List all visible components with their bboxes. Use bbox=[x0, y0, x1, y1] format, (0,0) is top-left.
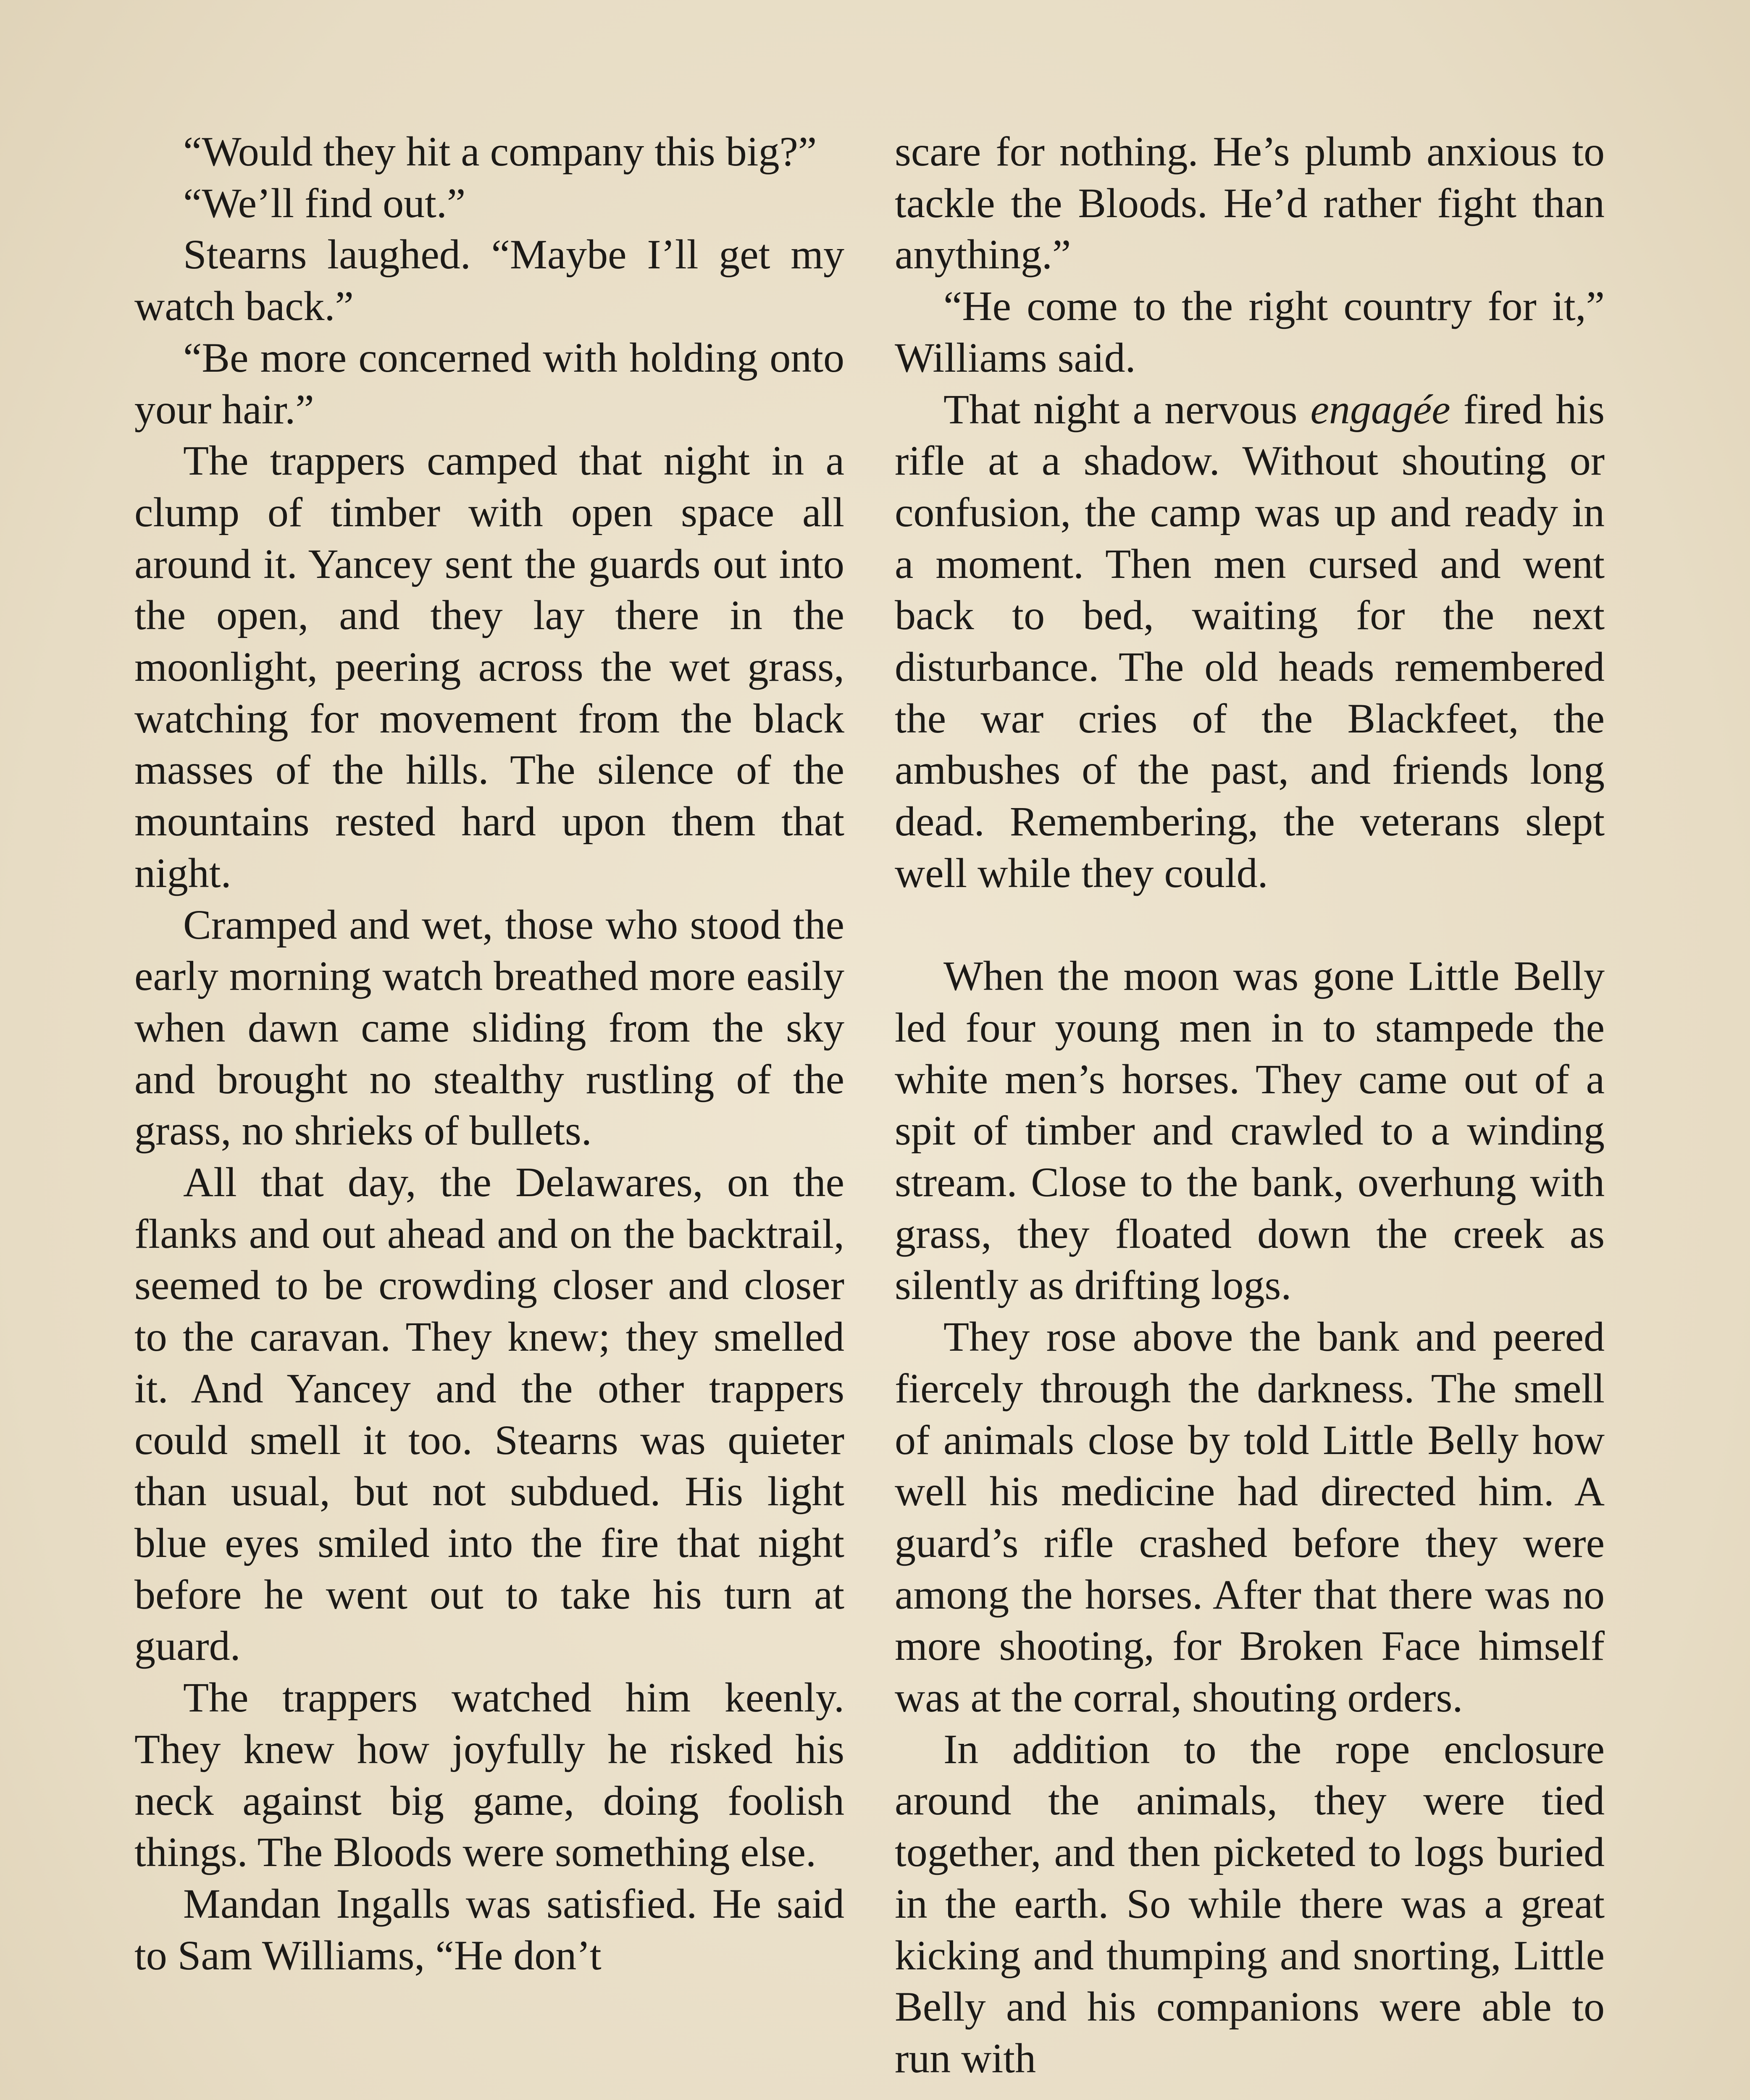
paragraph: Cramped and wet, those who stood the early morning watch breathed more easily when dawn came sliding from the sky and brought no stealthy rustling of the grass, no shrieks of bullets. bbox=[134, 901, 844, 1154]
paragraph-continued: scare for nothing. He’s plumb anxious to tackle the Bloods. He’d rather fight than anything.” bbox=[895, 128, 1605, 278]
paragraph: They rose above the bank and peered fiercely through the darkness. The smell of animals close by told Little Belly how well his medicine had directed him. A guard’s rifle crashed before they were among the horses. After that there was no more shooting, for Broken Face himself was at the corral, shouting orders. bbox=[895, 1313, 1605, 1721]
paragraph: Mandan Ingalls was satisfied. He said to Sam Williams, “He don’t bbox=[134, 1880, 844, 1979]
paragraph: Stearns laughed. “Maybe I’ll get my watch back.” bbox=[134, 231, 844, 330]
right-column bbox=[895, 126, 1605, 2100]
paragraph: When the moon was gone Little Belly led four young men in to stampede the white men’s horses. They came out of a spit of timber and crawled to a winding stream. Close to the bank, overhung with grass, they floated down the creek as silently as drifting logs. bbox=[895, 953, 1605, 1309]
paragraph-text: That night a nervous bbox=[943, 386, 1311, 433]
italic-word: engagée bbox=[1310, 386, 1450, 433]
paragraph: “Be more concerned with holding onto your hair.” bbox=[134, 334, 844, 433]
paragraph bbox=[895, 384, 1605, 899]
paragraph: All that day, the Delawares, on the flanks and out ahead and on the backtrail, seemed to be crowding closer and closer to the caravan. They knew; they smelled it. And Yancey and the other trappers could smell it too. Stearns was quieter than usual, but not subdued. His light blue eyes smiled into the fire that night before he went out to take his turn at guard. bbox=[134, 1159, 844, 1670]
paragraph: The trappers camped that night in a clump of timber with open space all around it. Yancey sent the guards out into the open, and they lay there in the moonlight, peering across the wet grass, watching for movement from the black masses of the hills. The silence of the mountains rested hard upon them that night. bbox=[134, 437, 844, 896]
paragraph: “We’ll find out.” bbox=[183, 179, 466, 226]
left-column bbox=[134, 126, 844, 2100]
paragraph: In addition to the rope enclosure around the animals, they were tied together, and then picketed to logs buried in the earth. So while there was a great kicking and thumping and snorting, Little Belly and his companions were able to run with bbox=[895, 1725, 1605, 2082]
paragraph: The trappers watched him keenly. They knew how joyfully he risked his neck against big game, doing foolish things. The Bloods were something else. bbox=[134, 1674, 844, 1876]
paragraph: “He come to the right country for it,” Williams said. bbox=[895, 283, 1605, 381]
paragraph: “Would they hit a company this big?” bbox=[183, 128, 817, 175]
paragraph-text: fired his rifle at a shadow. Without shouting or confusion, the camp was up and ready in a moment. Then men cursed and went back to bed, waiting for the next disturbance. The old heads remembered the war cries of the Blackfeet, the ambushes of the past, and friends long dead. Remembering, the veterans slept well while they could. bbox=[895, 386, 1605, 896]
